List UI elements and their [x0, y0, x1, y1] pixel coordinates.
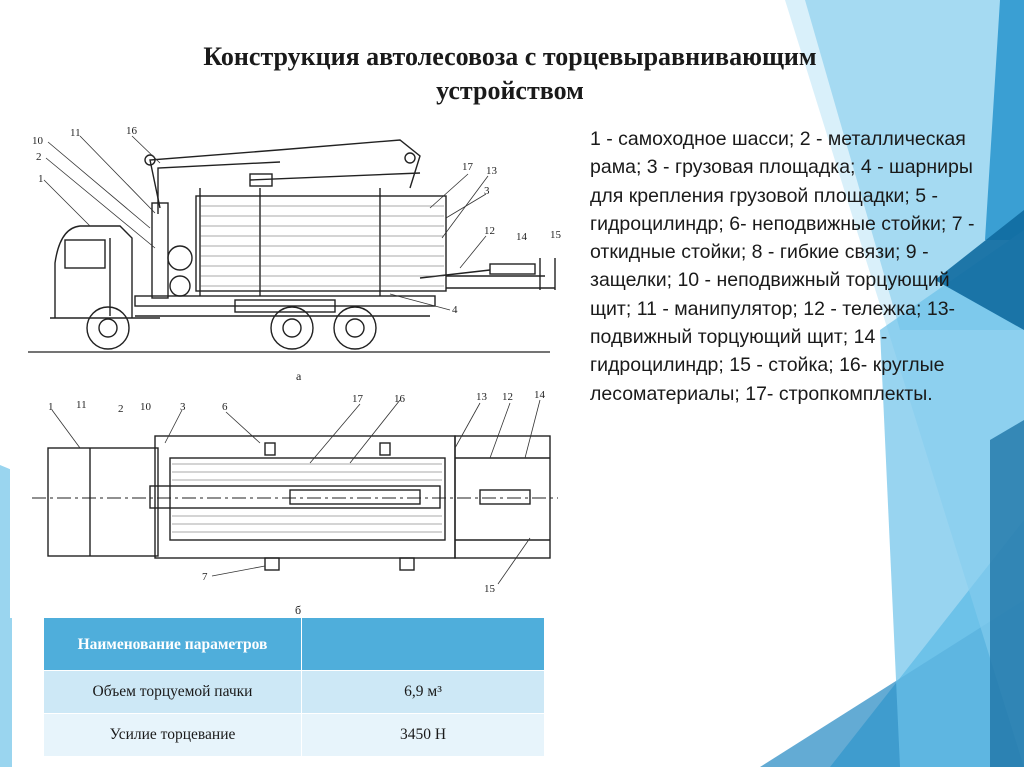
label-top-12: 12 [502, 391, 513, 403]
label-side-11: 11 [70, 127, 81, 139]
label-side-16: 16 [126, 125, 137, 137]
label-top-7: 7 [202, 571, 208, 583]
slide-title [60, 40, 960, 108]
label-top-15: 15 [484, 583, 495, 595]
table-header-row [44, 618, 545, 671]
title-line-2: устройством [436, 76, 584, 105]
label-side-3: 3 [484, 185, 490, 197]
table-cell: Усилие торцевание [44, 714, 302, 757]
label-side-15: 15 [550, 229, 561, 241]
label-side-4: 4 [452, 304, 458, 316]
table-row [44, 714, 545, 757]
label-top-17: 17 [352, 393, 363, 405]
label-top-13: 13 [476, 391, 487, 403]
table-cell: 3450 Н [302, 714, 545, 757]
label-top-11: 11 [76, 399, 87, 411]
label-side-10: 10 [32, 135, 43, 147]
label-side-14: 14 [516, 231, 527, 243]
legend-text: 1 - самоходное шасси; 2 - металлическая рама; 3 - грузовая площадка; 4 - шарниры для крепления грузовой площадки; 5 - гидроцилиндр; 6- неподвижные стойки; 7 - откидные стойки; 8 - гибкие связи; 9 - защелки; 10 - неподвижный торцующий щит; 11 - манипулятор; 12 - тележка; 13- подвижный торцующий щит; 14 - гидроцилиндр; 15 - стойка; 16- круглые лесоматериалы; 17- стропкомплекты. [590, 128, 975, 405]
label-side-1: 1 [38, 173, 44, 185]
label-top-2: 2 [118, 403, 124, 415]
header-cell-name: Наименование параметров [44, 618, 302, 671]
label-top-3: 3 [180, 401, 186, 413]
label-top-16: 16 [394, 393, 405, 405]
label-side-2: 2 [36, 151, 42, 163]
table-cell: Объем торцуемой пачки [44, 671, 302, 714]
label-top-1: 1 [48, 401, 54, 413]
label-top-10: 10 [140, 401, 151, 413]
table-cell: 6,9 м³ [302, 671, 545, 714]
caption-view-b: б [295, 603, 302, 617]
timber-truck-drawing [10, 118, 565, 618]
title-line-1: Конструкция автолесовоза с торцевыравнивающим [203, 42, 817, 71]
caption-view-a: а [296, 369, 302, 383]
label-top-14: 14 [534, 389, 545, 401]
header-cell-value [302, 618, 545, 671]
table-row [44, 671, 545, 714]
label-side-12: 12 [484, 225, 495, 237]
parameters-table [43, 617, 545, 757]
label-side-17: 17 [462, 161, 473, 173]
label-top-6: 6 [222, 401, 228, 413]
label-side-13: 13 [486, 165, 497, 177]
